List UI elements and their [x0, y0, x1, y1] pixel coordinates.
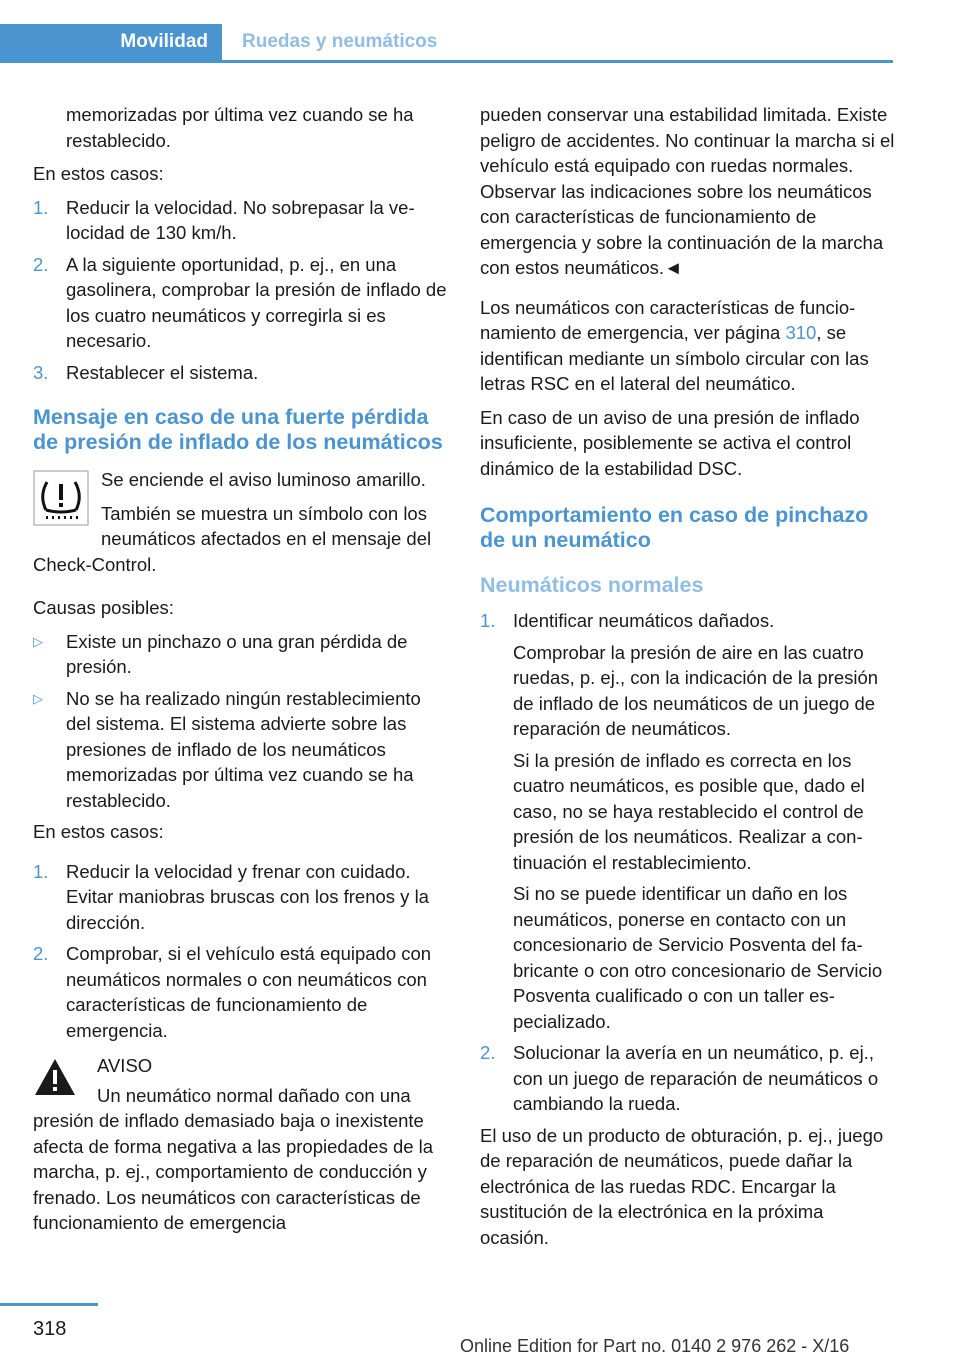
- edition-footer: Online Edition for Part no. 0140 2 976 262 - X/16: [460, 1336, 850, 1356]
- list-number: 1.: [33, 196, 49, 218]
- warning-text: Un neumático normal dañado con una presión de inflado demasiado baja o inexistente afecta de forma negativa a las propiedades de la marcha, p. ej., comportamiento de conducción y frenado. Los neumáticos con características de funcionamiento de emergencia: [33, 1084, 434, 1233]
- warning-triangle-icon: [33, 1057, 77, 1097]
- icon-text: También se muestra un símbolo con los neumáticos afectados en el mensaje del Check-Control.: [33, 502, 432, 575]
- left-column: [33, 102, 448, 1244]
- continued-text: memorizadas por última vez cuando se ha restablecido.: [66, 104, 414, 151]
- list-item: [33, 941, 448, 1043]
- tab-ruedas-neumaticos[interactable]: Ruedas y neumáticos: [242, 31, 438, 52]
- list-text: Reducir la velocidad y frenar con cuidado. Evitar maniobras bruscas con los frenos y la dirección.: [66, 860, 429, 933]
- right-column: [480, 102, 895, 1258]
- step-text: Comprobar la presión de aire en las cuatro ruedas, p. ej., con la indicación de la presión de inflado de los neumáticos de un juego de reparación de neumáticos.: [513, 641, 879, 739]
- section-heading-pressure-loss: Mensaje en caso de una fuerte pérdida de presión de inflado de los neumáticos: [33, 405, 443, 454]
- rsc-text: , se identifican mediante un símbolo circular con las letras RSC en el lateral del neumático.: [480, 322, 869, 394]
- page-number: 318: [33, 1318, 67, 1340]
- subheading-normal-tires: Neumáticos normales: [480, 573, 704, 597]
- tab-movilidad[interactable]: Movilidad: [0, 24, 222, 60]
- list-item: [33, 195, 448, 246]
- list-number: 2.: [480, 1042, 496, 1063]
- rsc-paragraph: [480, 295, 895, 397]
- list-text: Comprobar, si el vehículo está equipado con neumáticos normales o con neumáticos con características de funcionamiento de emergencia.: [66, 943, 432, 1041]
- warning-block: [33, 1053, 448, 1236]
- list-number: 1.: [480, 610, 496, 631]
- step-title: Identificar neumáticos dañados.: [513, 610, 775, 631]
- list-item: [33, 360, 448, 386]
- icon-text: Se enciende el aviso luminoso amarillo.: [101, 469, 426, 490]
- list-text: A la siguiente oportunidad, p. ej., en una gasolinera, comprobar la presión de inflado de los cuatro neumáticos y corregirla si es necesario.: [66, 253, 447, 351]
- page-link-310[interactable]: 310: [785, 322, 817, 343]
- list-text: Existe un pinchazo o una gran pérdida de presión.: [66, 630, 408, 677]
- header-tabbar: [0, 24, 893, 63]
- tire-pressure-warning-block: [33, 467, 448, 577]
- section-heading-puncture: Comportamiento en caso de pinchazo de un neumático: [480, 503, 869, 552]
- steps-list-1: [33, 195, 448, 386]
- rsc-text: Los neumáticos con características de funcionamiento de emergencia, ver página: [480, 296, 856, 343]
- page-number-rule: [0, 1303, 98, 1306]
- list-number: 3.: [33, 361, 49, 383]
- list-number: 2.: [33, 943, 49, 964]
- sealant-paragraph: El uso de un producto de obturación, p. ej., juego de reparación de neumáticos, puede dañar la electrónica de las ruedas RDC. Encargar la sustitución de la electrónica en la próxima ocasión.: [480, 1124, 884, 1248]
- list-item: [33, 252, 448, 354]
- list-text: Reducir la velocidad. No sobrepasar la velocidad de 130 km/h.: [66, 196, 415, 243]
- puncture-steps: [480, 608, 895, 1117]
- step-text: Solucionar la avería en un neumático, p. ej., con un juego de reparación de neumáticos o cambiando la rueda.: [513, 1042, 879, 1114]
- cases-label: En estos casos:: [33, 821, 164, 842]
- list-item: [33, 686, 448, 814]
- cases-label: En estos casos:: [33, 163, 164, 184]
- warning-title: AVISO: [97, 1055, 153, 1076]
- step-text: Si la presión de inflado es correcta en los cuatro neumáticos, es posible que, dado el caso, no se haya restablecido el control de presión de los neumáticos. Realizar a continuación el restablecimiento.: [513, 749, 865, 873]
- list-item: [33, 629, 448, 680]
- list-item: [480, 608, 895, 1034]
- warning-text-continued: pueden conservar una estabilidad limitada. Existe peligro de accidentes. No continuar la marcha si el vehículo está equipado con ruedas normales. Observar las indicaciones sobre los neumáticos con características de funcionamiento de emergencia y sobre la continuación de la marcha con estos neumáticos.◄: [480, 104, 895, 278]
- list-text: Restablecer el sistema.: [66, 361, 259, 383]
- steps-list-2: [33, 859, 448, 1044]
- list-item: [33, 859, 448, 936]
- dsc-paragraph: En caso de un aviso de una presión de inflado insuficiente, posiblemente se activa el control dinámico de la estabilidad DSC.: [480, 406, 860, 479]
- list-number: 1.: [33, 860, 49, 882]
- causes-list: [33, 629, 448, 814]
- list-number: 2.: [33, 253, 49, 275]
- list-item: [480, 1040, 895, 1117]
- triangle-bullet-icon: ▷: [33, 690, 43, 706]
- triangle-bullet-icon: ▷: [33, 633, 43, 649]
- causes-label: Causas posibles:: [33, 597, 174, 618]
- list-text: No se ha realizado ningún restablecimiento del sistema. El sistema advierte sobre las presiones de inflado de los neumáticos memorizadas por última vez cuando se ha restablecido.: [66, 687, 421, 811]
- step-text: Si no se puede identificar un daño en los neumáticos, ponerse en contacto con un concesionario de Servicio Posventa del fabricante o con otro concesionario de Servicio Posventa cualificado o con un taller especializado.: [513, 883, 883, 1032]
- tire-pressure-warning-icon: [33, 470, 89, 526]
